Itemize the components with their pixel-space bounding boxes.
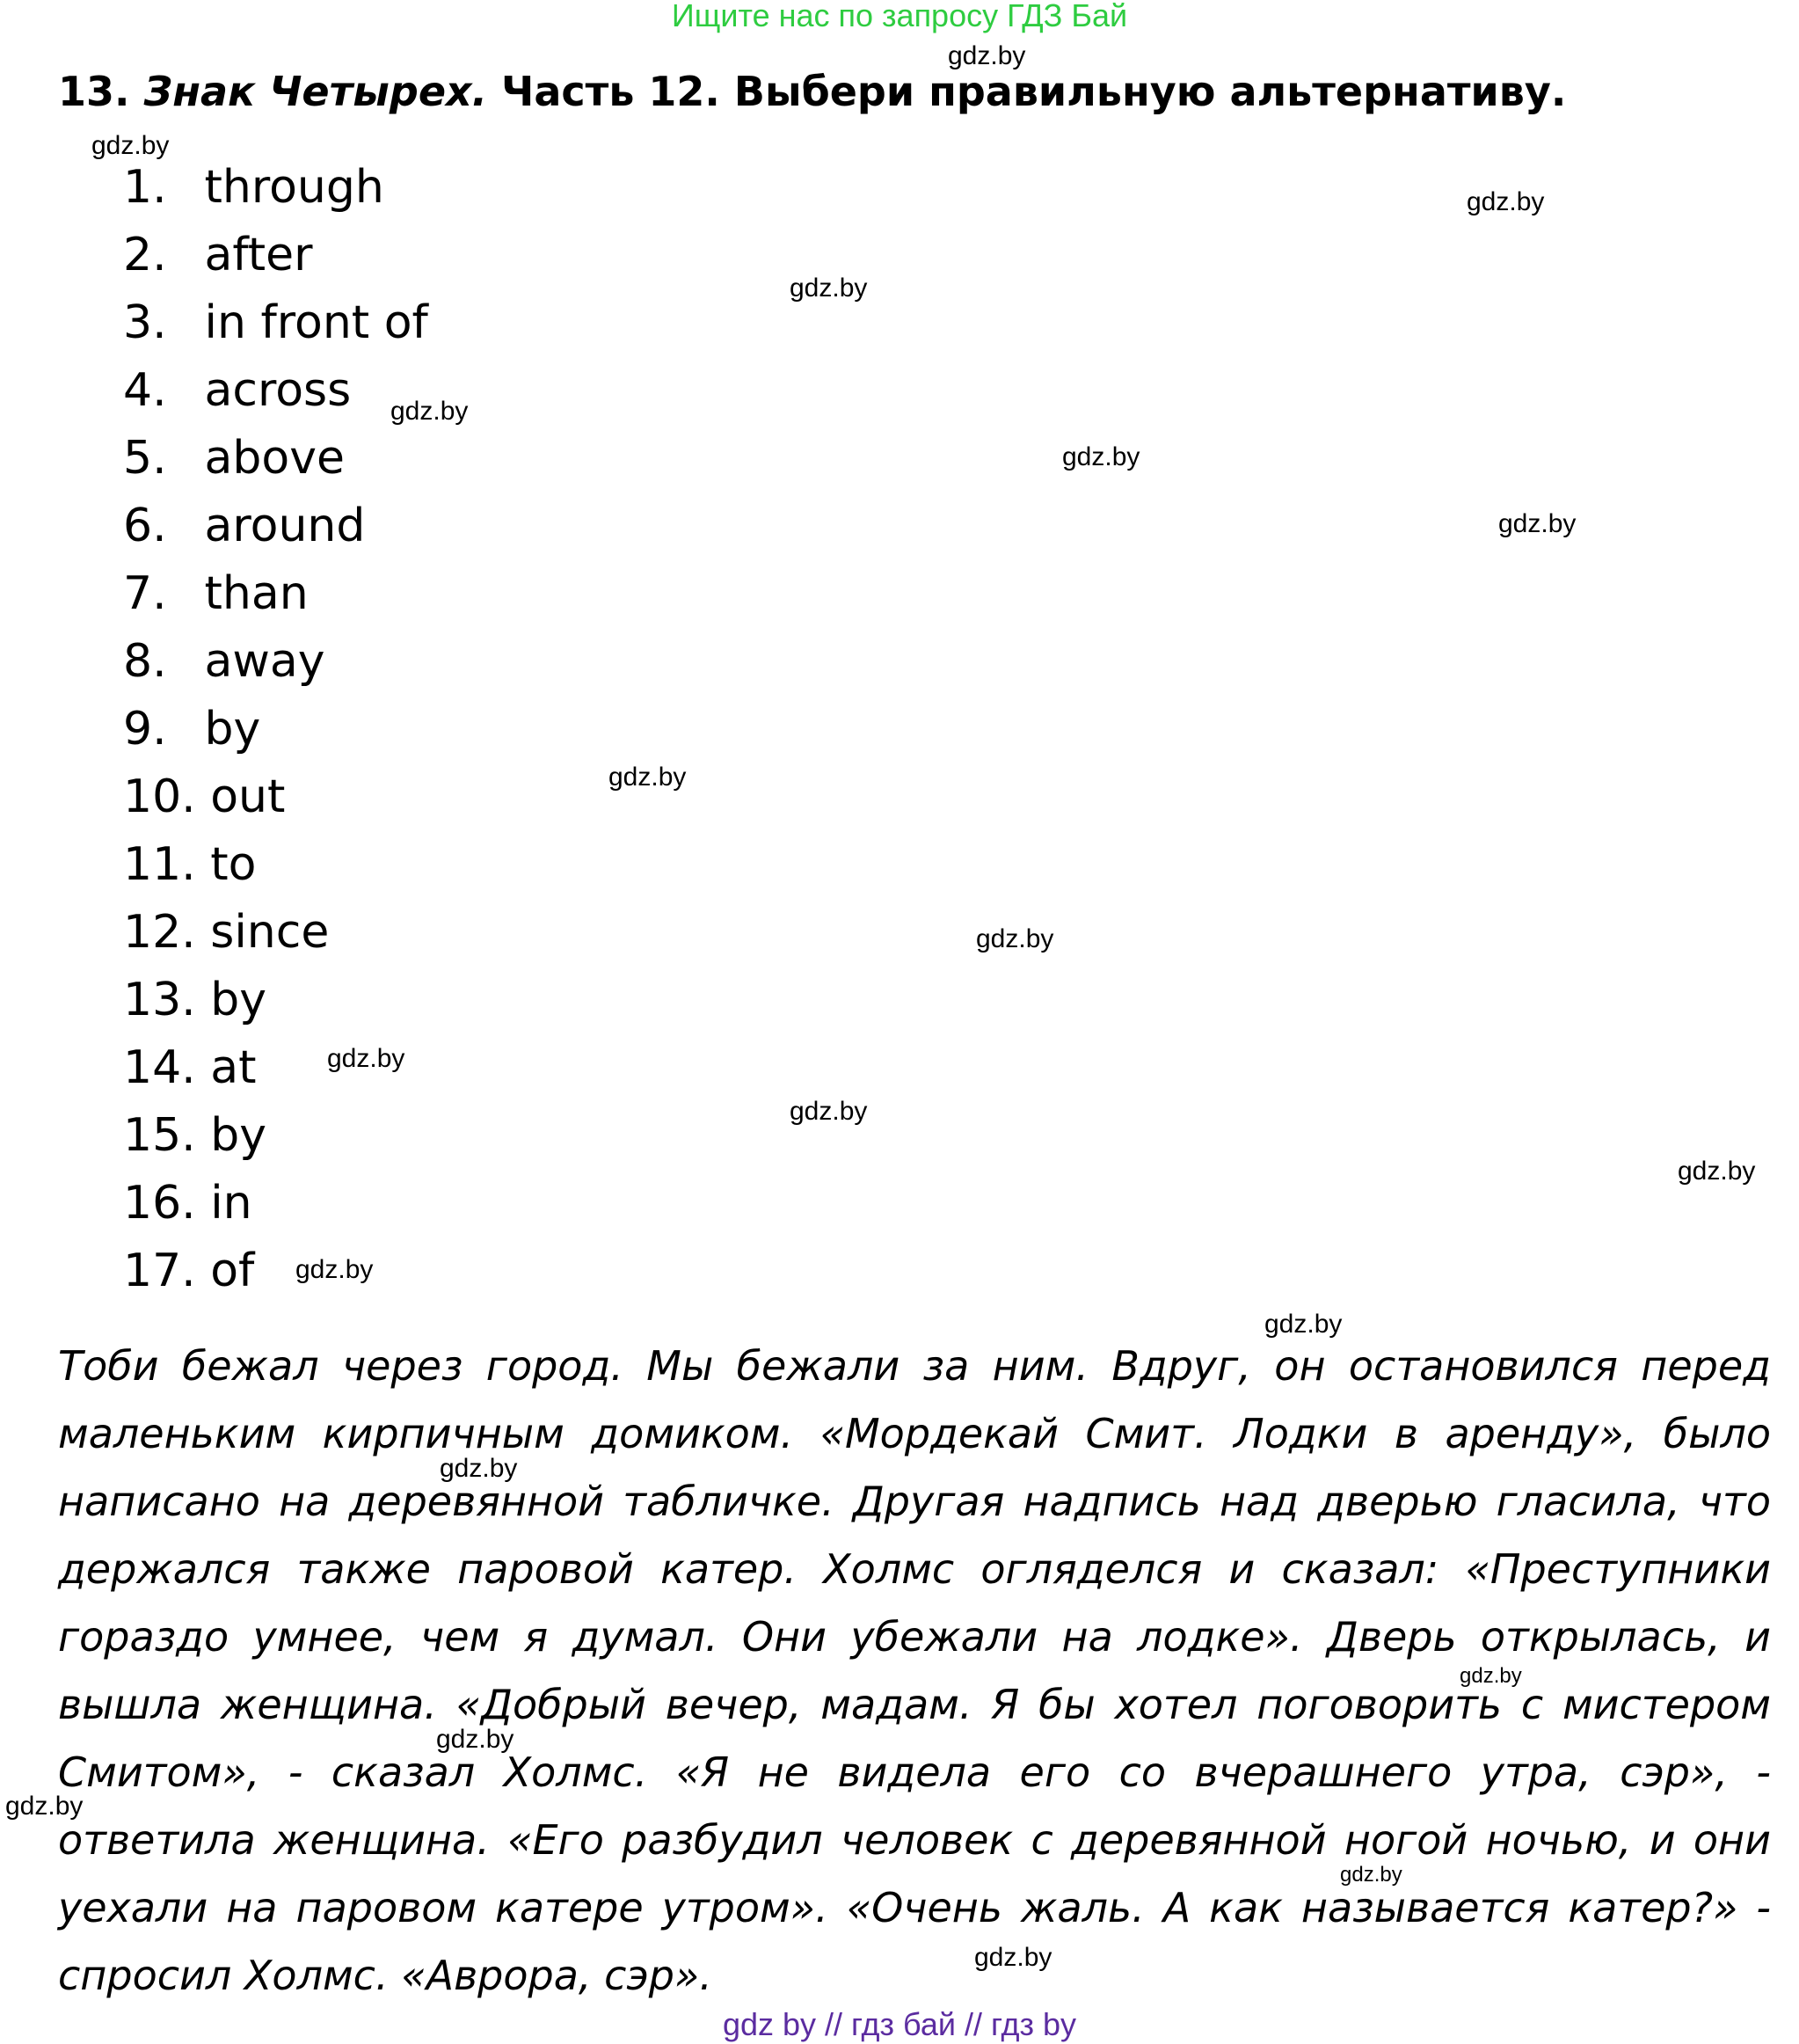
answer-word: by [210,1109,267,1162]
answer-word: above [204,432,345,485]
exercise-title [58,63,1566,120]
watermark: gdz.by [91,131,170,160]
answer-number: 17. [123,1245,196,1297]
answer-number: 1. [123,161,167,214]
watermark: gdz.by [1340,1863,1402,1887]
answer-number: 6. [123,500,167,552]
answer-number: 3. [123,296,167,349]
answer-number: 11. [123,838,196,891]
answer-item [123,628,428,696]
answer-word: after [204,229,313,281]
answer-number: 5. [123,432,167,485]
answer-number: 12. [123,906,196,959]
footer-links: gdz by // гдз бай // гдз by [722,2006,1077,2042]
answer-number: 8. [123,635,167,688]
watermark: gdz.by [1467,187,1545,216]
watermark: gdz.by [436,1725,514,1754]
answer-item [123,1237,428,1305]
answer-number: 16. [123,1177,196,1230]
answer-word: by [204,703,261,756]
answer-number: 14. [123,1041,196,1094]
answer-word: in front of [204,296,428,349]
answer-item [123,222,428,289]
watermark: gdz.by [974,1943,1052,1972]
watermark: gdz.by [790,274,868,303]
answer-word: since [210,906,330,959]
answer-word: in [210,1177,252,1230]
watermark: gdz.by [976,924,1054,953]
answer-word: than [204,567,309,620]
watermark: gdz.by [5,1792,84,1821]
answer-number: 10. [123,770,196,823]
answer-word: of [210,1245,255,1297]
exercise-number: 13. [58,68,130,115]
translation-paragraph: Тоби бежал через город. Мы бежали за ним. Вдруг, он остановился перед маленьким кирпичным домиком. «Мордекай Смит. Лодки в аренду», было написано на деревянной табличке. Другая надпись над дверью гласила, что держался также паровой катер. Холмс огляделся и сказал: «Преступники гораздо умнее, чем я думал. Они убежали на лодке». Дверь открылась, и вышла женщина. «Добрый вечер, мадам. Я бы хотел поговорить с мистером Смитом», - сказал Холмс. «Я не видела его со вчерашнего утра, сэр», - ответила женщина. «Его разбудил человек с деревянной ногой ночью, и они уехали на паровом катере утром». «Очень жаль. А как называется катер?» - спросил Холмс. «Аврора, сэр». [58,1342,1771,1999]
answer-item [123,425,428,493]
answer-word: around [204,500,366,552]
watermark: gdz.by [390,397,469,426]
watermark: gdz.by [608,763,687,792]
answer-item [123,831,428,899]
watermark: gdz.by [790,1097,868,1126]
answer-item [123,899,428,967]
exercise-book-title: Знак Четырех. [143,68,488,115]
answer-item [123,560,428,628]
answer-item [123,1170,428,1237]
watermark: gdz.by [1498,509,1577,538]
answer-list [123,154,428,1305]
answer-word: by [210,974,267,1026]
answer-number: 7. [123,567,167,620]
answer-item [123,696,428,763]
answer-number: 2. [123,229,167,281]
answer-item [123,493,428,560]
answer-item [123,357,428,425]
answer-item [123,1102,428,1170]
watermark: gdz.by [948,41,1026,70]
exercise-instruction: Часть 12. Выбери правильную альтернативу. [501,68,1567,115]
answer-word: across [204,364,352,417]
answer-word: at [210,1041,257,1094]
watermark: gdz.by [327,1044,405,1073]
answer-item [123,154,428,222]
answer-word: through [204,161,384,214]
watermark: gdz.by [440,1454,518,1483]
answer-item [123,763,428,831]
answer-number: 13. [123,974,196,1026]
answer-number: 15. [123,1109,196,1162]
watermark: gdz.by [1460,1664,1522,1688]
answer-number: 9. [123,703,167,756]
answer-word: to [210,838,257,891]
top-banner: Ищите нас по запросу ГДЗ Бай [671,0,1128,33]
answer-word: out [210,770,286,823]
watermark: gdz.by [295,1255,374,1284]
answer-item [123,289,428,357]
answer-number: 4. [123,364,167,417]
watermark: gdz.by [1062,442,1140,471]
answer-word: away [204,635,325,688]
watermark: gdz.by [1264,1310,1343,1339]
watermark: gdz.by [1678,1157,1756,1186]
answer-item [123,967,428,1034]
